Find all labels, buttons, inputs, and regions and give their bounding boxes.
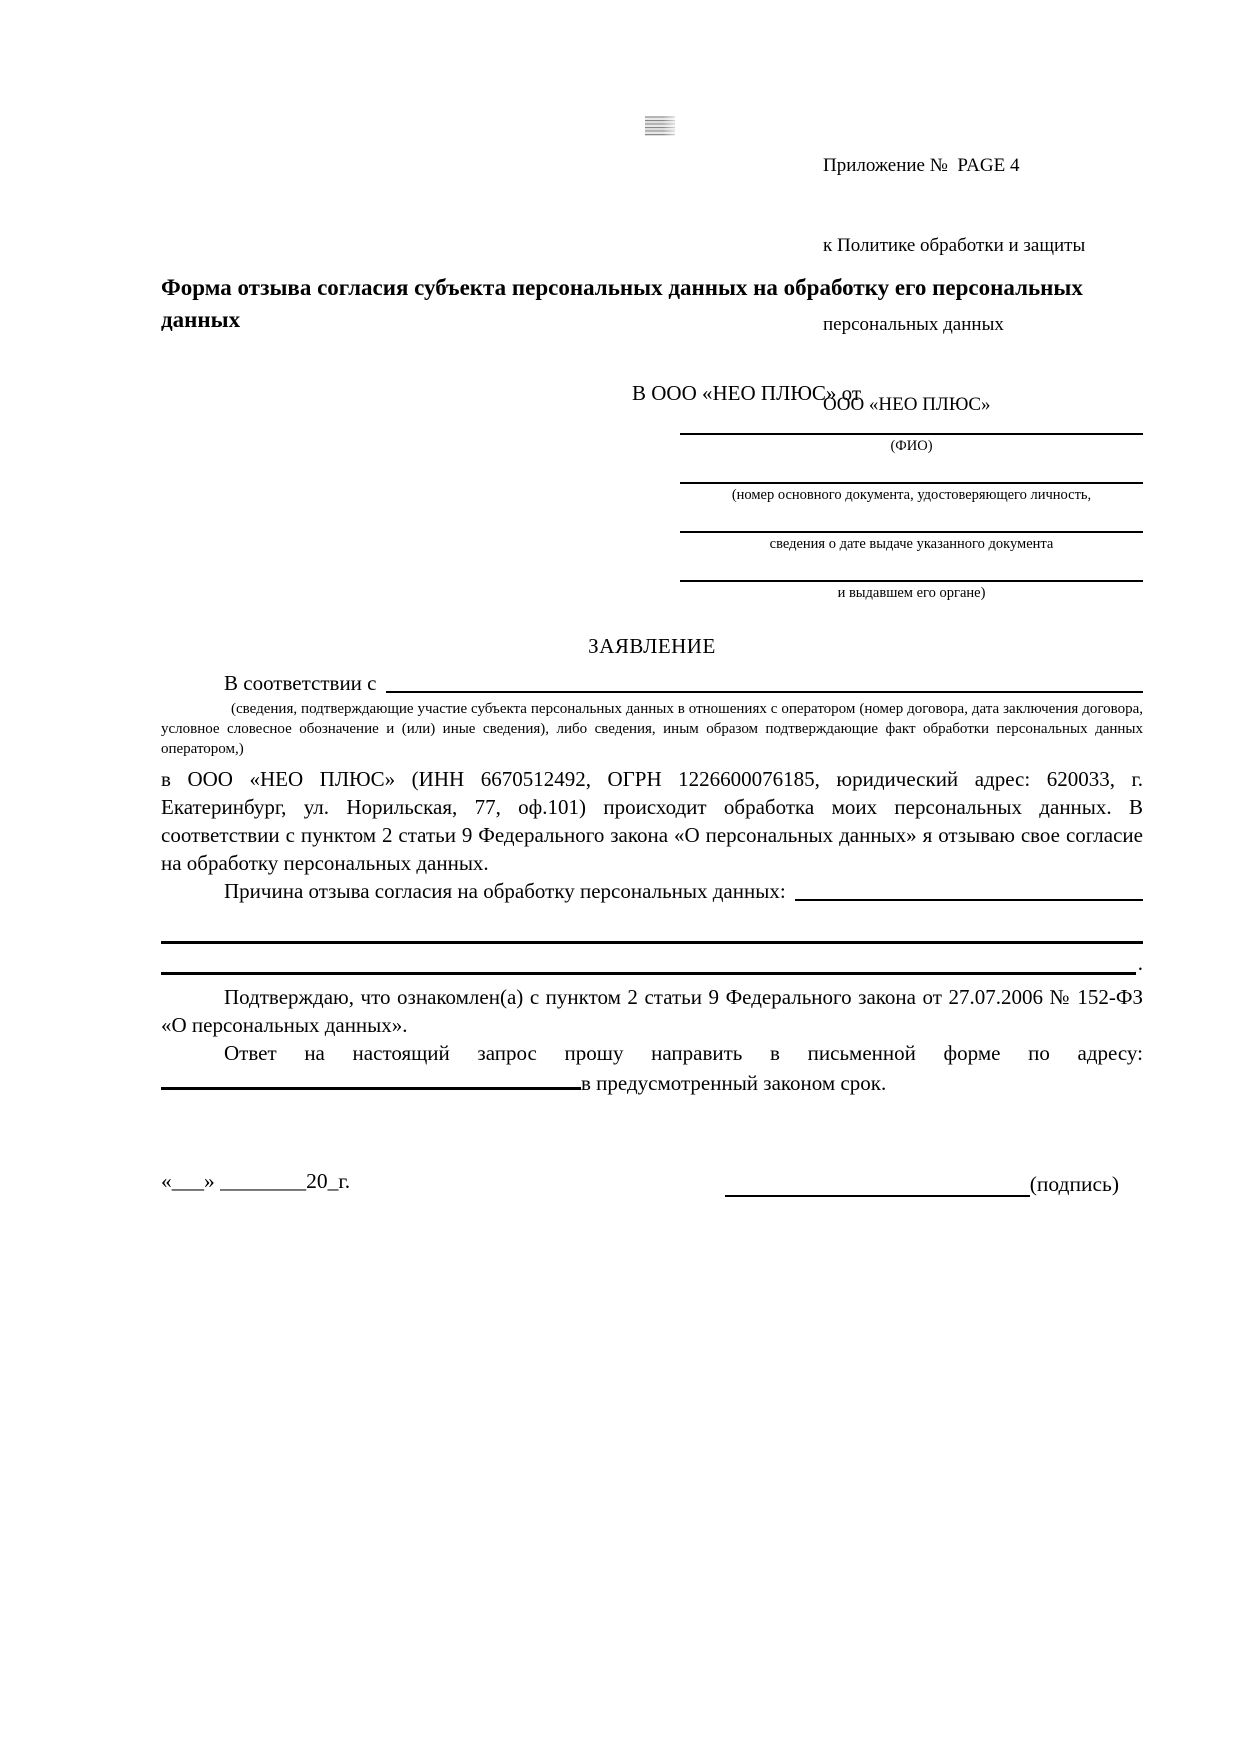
- reason-line: [161, 877, 1143, 905]
- signature-blank-line: [725, 1169, 1030, 1197]
- issue-date-caption: сведения о дате выдаче указанного документа: [769, 536, 1054, 552]
- signature-row: [161, 1169, 1143, 1197]
- reply-paragraph: [161, 1039, 1143, 1097]
- issue-date-blank-line: [680, 504, 1143, 533]
- appendix-line: Приложение № PAGE 4: [823, 155, 1020, 176]
- fio-caption: (ФИО): [890, 438, 933, 454]
- intro-line: [161, 669, 1143, 697]
- issuing-authority-field: [632, 553, 1143, 602]
- confirmation-paragraph: Подтверждаю, что ознакомлен(а) с пунктом 2 статьи 9 Федерального закона от 27.07.2006 № 152-ФЗ «О персональных данных».: [161, 985, 1143, 1037]
- reason-blank-line-short: [795, 877, 1143, 901]
- appendix-line: персональных данных: [823, 314, 1004, 335]
- reason-blank-line-1: [161, 905, 1143, 944]
- issuing-authority-caption: и выдавшем его органе): [837, 585, 986, 601]
- intro-footnote: (сведения, подтверждающие участие субъекта персональных данных в отношениях с оператором (номер договора, дата заключения договора, условное словесное обозначение и (или) иные сведения), либо сведения, иным образом подтверждающие факт обработки персональных данных оператором,): [161, 701, 1143, 757]
- signature-row-spacer: [350, 1169, 725, 1197]
- reason-blank-line-2: [161, 944, 1136, 975]
- issuing-authority-blank-line: [680, 553, 1143, 582]
- reason-blank-line-2-row: [161, 944, 1143, 975]
- appendix-line: ООО «НЕО ПЛЮС»: [823, 393, 991, 415]
- date-blank-line: «___» ________20_г.: [161, 1169, 351, 1193]
- statement-heading: ЗАЯВЛЕНИЕ: [588, 634, 716, 658]
- reply-address-blank-line: [161, 1067, 581, 1090]
- document-number-caption: (номер основного документа, удостоверяющего личность,: [731, 487, 1092, 503]
- reply-suffix-text: в предусмотренный законом срок.: [581, 1071, 887, 1095]
- reason-label: Причина отзыва согласия на обработку персональных данных:: [224, 879, 786, 903]
- reply-request-text: Ответ на настоящий запрос прошу направить в письменной форме по адресу:: [224, 1041, 1143, 1065]
- blank-line-terminator: .: [1137, 951, 1143, 975]
- signature-caption: (подпись): [1029, 1172, 1119, 1196]
- signature-field: [725, 1169, 1119, 1197]
- appendix-line: к Политике обработки и защиты: [823, 234, 1086, 256]
- addressee-to-line: В ООО «НЕО ПЛЮС» от: [632, 381, 862, 405]
- appendix-block: [823, 100, 1085, 471]
- issue-date-field: [632, 504, 1143, 553]
- document-content: [161, 0, 1143, 1197]
- form-title: Форма отзыва согласия субъекта персональных данных на обработку его персональных данных: [161, 275, 1083, 332]
- intro-blank-line: [386, 669, 1144, 693]
- embedded-object-icon: [645, 116, 675, 136]
- intro-label: В соответствии с: [224, 671, 377, 695]
- statement-body: в ООО «НЕО ПЛЮС» (ИНН 6670512492, ОГРН 1226600076185, юридический адрес: 620033, г. Екатеринбург, ул. Норильская, 77, оф.101) происходит обработка моих персональных данных. В соответствии с пунктом 2 статьи 9 Федерального закона «О персональных данных» я отзываю свое согласие на обработку персональных данных.: [161, 767, 1143, 875]
